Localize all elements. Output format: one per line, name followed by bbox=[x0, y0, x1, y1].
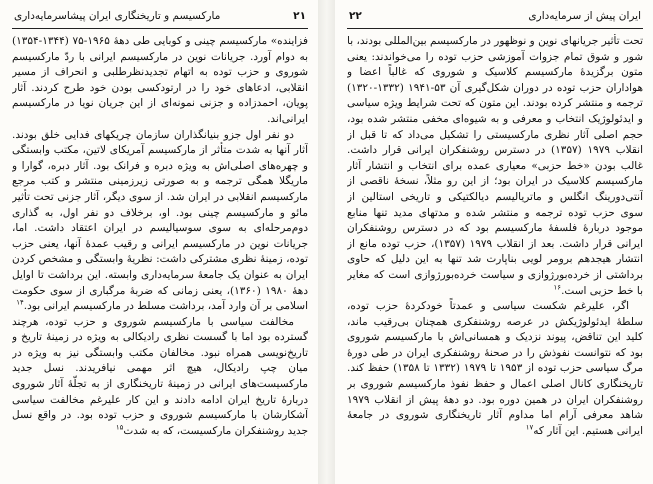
right-page-number: ۲۲ bbox=[349, 10, 362, 22]
footnote-marker-15: ۱۵ bbox=[115, 423, 124, 432]
left-page-body bbox=[12, 34, 308, 478]
right-running-title: ایران پیش از سرمایه‌داری bbox=[528, 10, 641, 22]
left-paragraph-1: فزاینده» مارکسیسم چینی و کوبایی طی دههٔ ۱۹۶۵-۷۵ (۱۳۴۴-۱۳۵۴) به دوام آورد. جریانات نوین در مارکسیسم ایرانی با ردّ مارکسیسم شوروی و حزب توده به اتهام تجدیدنظرطلبی و انحراف از مسیر انقلابی، ادعاهای خود را در ارتودکسی بودن خود طرح کردند. آثار پویان، احمدزاده و جزنی نمونه‌ای از این جریان نویا در مارکسیسم ایرانی‌اند. bbox=[12, 35, 308, 125]
left-page-header bbox=[12, 8, 308, 29]
footnote-marker-14: ۱۴ bbox=[16, 298, 24, 307]
left-running-title: مارکسیسم و تاریخنگاری ایران پیشاسرمایه‌داری bbox=[14, 10, 221, 22]
left-paragraph-2: دو نفر اول جزو بنیانگذاران سازمان چریکهای فدایی خلق بودند. آثار آنها به شدت متأثر از مارکسیسم آمریکای لاتین، مکتب وابستگی و چهره‌های اصلی‌اش به ویژه دبره و فرانک بود. آثار دبره، گوارا و ماریگلا همگی ترجمه و به صورتی زیرزمینی منتشر و کتب مرجع مارکسیسم انقلابی در ایران شد. از سوی دیگر، آثار جزنی تحت تأثیر مائو و مارکسیسم چینی بود. او، برخلاف دو نفر اول، به گذاری دوم‌مرحله‌ای به سوی سوسیالیسم در ایران اعتقاد داشت. اما، جریانات نوین در مارکسیسم ایرانی و رقیب عمدهٔ آنها، یعنی حزب توده، زمینهٔ نظری مشترکی داشت: نظریهٔ وابستگی و مشخص کردن ایران به عنوان یک جامعهٔ سرمایه‌داری وابسته. این برداشت تا اوایل دههٔ ۱۹۸۰ (۱۳۶۰)، یعنی زمانی که ضربهٔ مرگباری از سوی حکومت اسلامی بر آن وارد آمد، برداشت مسلط در مارکسیسم ایرانی بود.$^{۱۴}$ bbox=[12, 128, 308, 313]
left-page-number: ۲۱ bbox=[293, 10, 306, 22]
footnote-marker-17: ۱۷ bbox=[525, 423, 534, 432]
right-page bbox=[335, 0, 653, 484]
right-paragraph-2: اگر، علیرغم شکست سیاسی و عمدتاً خودکردهٔ حزب توده، سلطهٔ ایدئولوژیکش در عرصه روشنفکری همچنان بی‌رقیب ماند، کلید این تناقض، پیوند نزدیک و همسانی‌اش با مارکسیسم شوروی بود که نتوانست نفوذش را در صحنهٔ روشنفکری ایران در طی دورهٔ مرگ سیاسی حزب توده از ۱۹۵۳ تا ۱۹۷۹ (۱۳۳۲ تا ۱۳۵۸) حفظ کند. تاریخنگاری کانال اصلی اعمال و حفظ نفوذ مارکسیسم شوروی بر روشنفکران ایران در همین دوره بود. دو دههٔ پیش از انقلاب ۱۹۷۹ شاهد معرفی آرام اما مداوم آثار تاریخنگاری شوروی در جامعهٔ ایرانی هستیم. این آثار که$^{۱۷}$ bbox=[347, 300, 643, 437]
right-page-body bbox=[347, 34, 643, 478]
left-page bbox=[0, 0, 318, 484]
right-page-header bbox=[347, 8, 643, 29]
footnote-marker-16: ۱۶ bbox=[553, 283, 562, 291]
right-paragraph-1: تحت تأثیر جریانهای نوین و نوظهور در مارکسیسم بین‌المللی بودند، با شور و شوق تمام جزوات آموزشی حزب توده را می‌خواندند: یعنی متون برگزیدهٔ مارکسیسم کلاسیک و شوروی که غالباً اعضا و هواداران حزب توده در دوران شکل‌گیری آن ۵۳-۱۹۴۱ (۱۳۳۲-۱۳۲۰) ترجمه و منتشر کرده بودند. این متون که تحت شرایط ویژه سیاسی و ایدئولوژیک انتخاب و معرفی و به شیوه‌ای مخفی منتشر شده بود، حجم اصلی آثار نظری مارکسیستی را تشکیل می‌داد که تا قبل از انقلاب ۱۹۷۹ (۱۳۵۷) در دسترس روشنفکران ایرانی قرار داشت. غالب بودن «خط حزبی» معیاری عمده برای انتخاب و انتشار آثار مارکسیسم کلاسیک در ایران بود؛ از این رو مثلاً، نسخهٔ ناقصی از آنتی‌دورینگ انگلس و ماتریالیسم دیالکتیکی و تاریخی استالین از سوی حزب توده ترجمه و منتشر شده و مدتهای مدید تنها منابع موجود دربارهٔ فلسفهٔ مارکسیسم بود که در دسترس روشنفکران ایرانی قرار داشت. بعد از انقلاب ۱۹۷۹ (۱۳۵۷)، حزب توده مانع از انتشار هیجدهم برومر لویی بناپارت شد تنها به این دلیل که حاوی برداشتی از خرده‌بورژوازی و سیاست خرده‌بورژوازی است که مغایر با خط حزبی است.$^{۱۶}$ bbox=[347, 35, 643, 297]
book-gutter bbox=[318, 0, 335, 484]
left-paragraph-3: مخالفت سیاسی با مارکسیسم شوروی و حزب توده، هرچند گسترده بود اما با گسست نظری رادیکالی به ویژه در زمینهٔ تاریخ و تاریخ‌نویسی همراه نبود. مخالفان مکتب وابستگی نیز به ویژه در میان چپ رادیکال، هیچ اثر مهمی نیافریدند. نسل جدید مارکسیست‌های ایرانی در زمینهٔ تاریخنگاری از به تجلّهٔ آثار شوروی دربارهٔ تاریخ ایران ادامه دادند و این کار علیرغم مخالفت سیاسی آشکارشان با مارکسیسم شوروی و حزب توده بود. در واقع نسل جدید روشنفکران مارکسیست، که به شدت$^{۱۵}$ bbox=[12, 315, 308, 437]
